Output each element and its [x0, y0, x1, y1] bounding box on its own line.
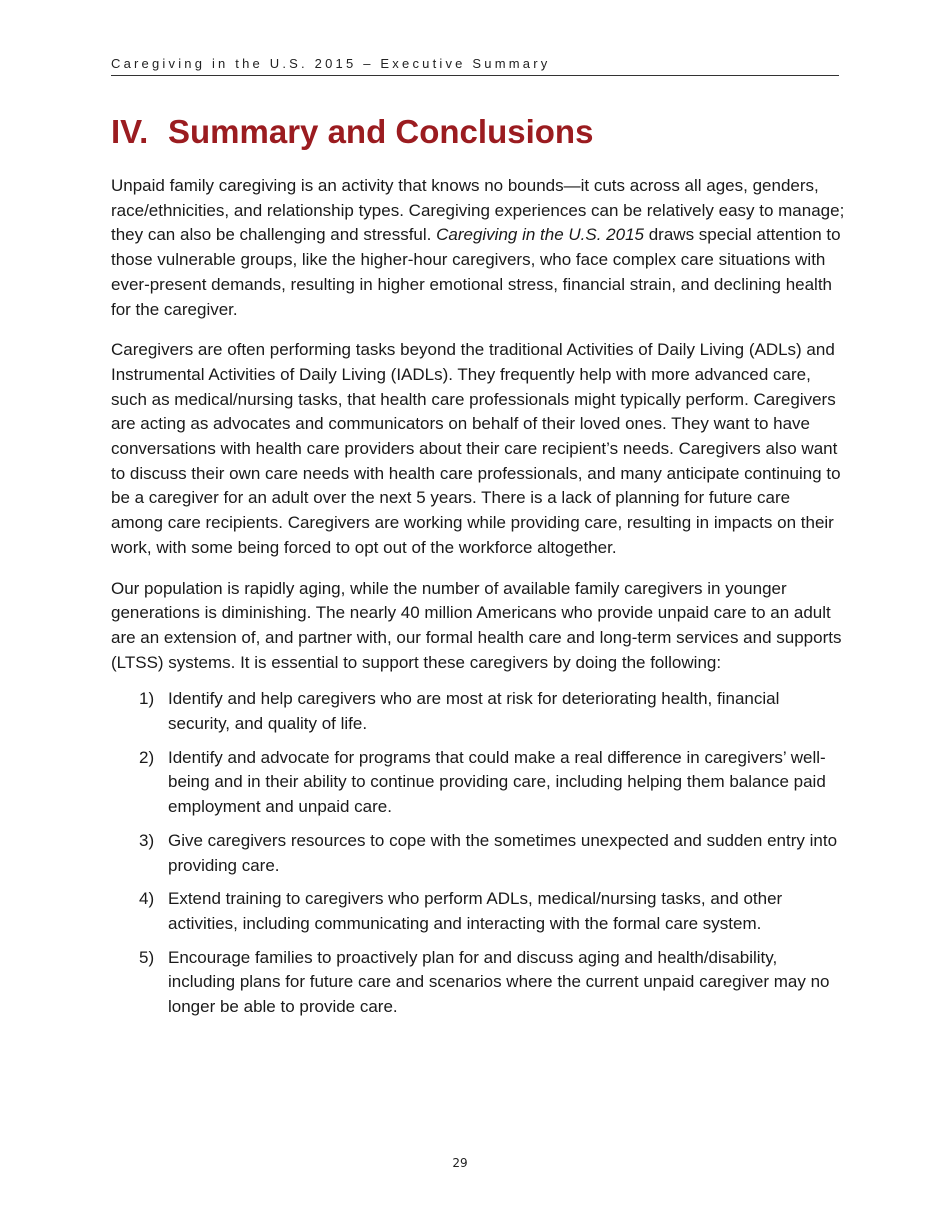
list-item: [111, 746, 846, 820]
list-item-text: Give caregivers resources to cope with the sometimes unexpected and sudden entry into providing care.: [168, 830, 838, 875]
list-item-number: 4): [139, 889, 155, 909]
section-title-text: Summary and Conclusions: [168, 113, 594, 150]
recommendations-list: [111, 687, 846, 1019]
page-number: 29: [452, 1156, 468, 1170]
body-text: [111, 174, 846, 1029]
list-item: [111, 946, 846, 1020]
list-item: [111, 887, 846, 936]
list-item-number: 2): [139, 747, 155, 767]
list-item-text: Identify and advocate for programs that could make a real difference in caregivers’ well-being and in their ability to continue providing care, including helping them balance paid employment and unpaid care.: [168, 747, 826, 817]
paragraph-2: Caregivers are often performing tasks beyond the traditional Activities of Daily Living (ADLs) and Instrumental Activities of Daily Living (IADLs). They frequently help with more advanced care, such as medical/nursing tasks, that health care professionals might typically perform. Caregivers are acting as advocates and communicators on behalf of their loved ones. They want to have conversations with health care providers about their care recipient’s needs. Caregivers also want to discuss their own care needs with health care professionals, and many anticipate continuing to be a caregiver for an adult over the next 5 years. There is a lack of planning for future care among care recipients. Caregivers are working while providing care, resulting in impacts on their work, with some being forced to opt out of the workforce altogether.: [111, 340, 841, 557]
list-item-text: Extend training to caregivers who perform ADLs, medical/nursing tasks, and other activities, including communicating and interacting with the formal care system.: [168, 889, 783, 933]
list-item-text: Identify and help caregivers who are most at risk for deteriorating health, financial security, and quality of life.: [168, 689, 780, 734]
list-item: [111, 687, 846, 736]
running-header: Caregiving in the U.S. 2015 – Executive Summary: [111, 56, 551, 71]
paragraph-3: Our population is rapidly aging, while the number of available family caregivers in younger generations is diminishing. The nearly 40 million Americans who provide unpaid care to an adult are an extension of, and partner with, our formal health care and long-term services and supports (LTSS) systems. It is essential to support these caregivers by doing the following:: [111, 578, 842, 672]
section-title: [111, 112, 851, 152]
list-item-text: Encourage families to proactively plan for and discuss aging and health/disability, including plans for future care and scenarios where the current unpaid caregiver may no longer be able to provide care.: [168, 947, 830, 1017]
list-item: [111, 829, 846, 878]
list-item-number: 1): [139, 689, 155, 709]
paragraph-1-text-a: Unpaid family caregiving is an activity that knows no bounds—it cuts across all ages, genders, race/ethnicities, and relationship types. Caregiving experiences can be relatively easy to manage; they can also be challenging and stressful.: [111, 176, 845, 245]
header-rule: [111, 75, 839, 76]
paragraph-1-text-b: draws special attention to those vulnerable groups, like the higher-hour caregivers, who face complex care situations with ever-present demands, resulting in higher emotional stress, financial strain, and declining health for the caregiver.: [111, 225, 841, 319]
report-title-emphasis: Caregiving in the U.S. 2015: [436, 225, 644, 245]
section-number: IV.: [111, 113, 149, 150]
list-item-number: 5): [139, 947, 155, 967]
list-item-number: 3): [139, 830, 155, 850]
paragraph-1: [111, 174, 846, 322]
